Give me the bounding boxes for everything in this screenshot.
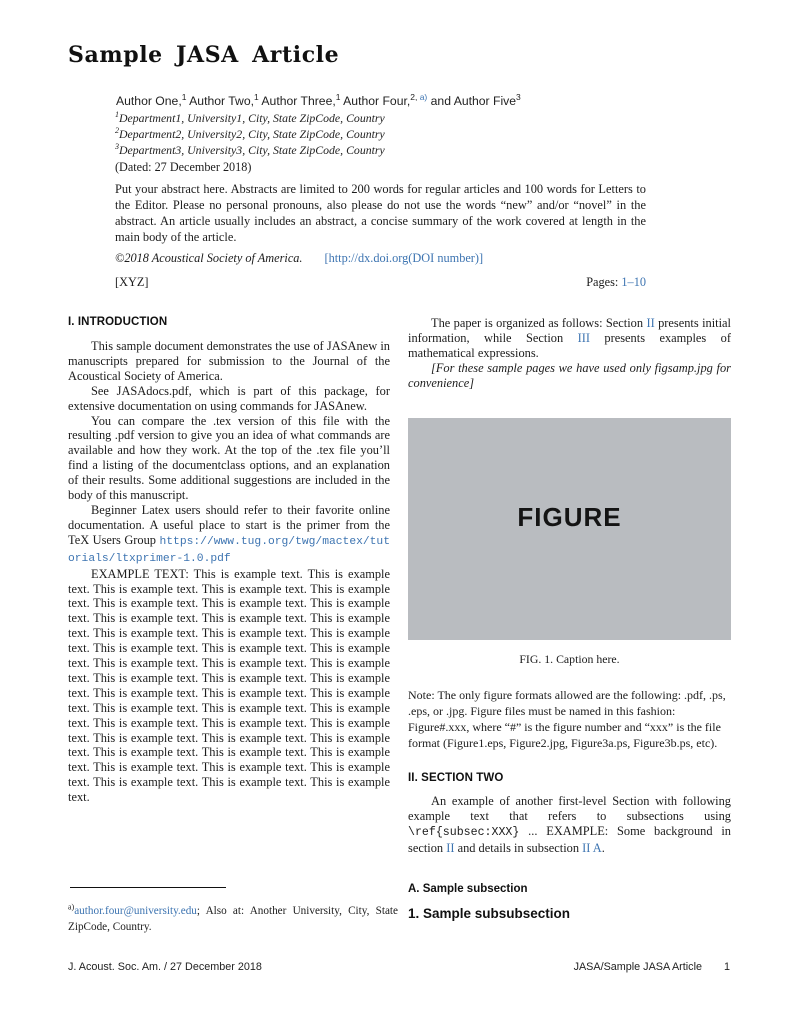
author-2-affmark: 1 [253, 91, 259, 102]
text-run: The paper is organized as follows: Section [431, 316, 647, 330]
text-run: ... EXAMPLE: Some background in section [408, 824, 731, 856]
subsection-ref-IIA[interactable]: II A [582, 841, 602, 856]
footnote-area [68, 887, 398, 935]
section-ref-II[interactable]: II [646, 316, 655, 330]
footer-journal-date: J. Acoust. Soc. Am. / 27 December 2018 [68, 961, 262, 973]
latex-ref-command: \ref{subsec:XXX} [408, 826, 520, 840]
author-3: Author Three, [258, 94, 336, 108]
author-4-affmark [410, 92, 427, 102]
figure-1 [408, 418, 731, 667]
author-5: and Author Five [427, 94, 517, 108]
text-run: presents initial information, while Section [408, 316, 731, 345]
meta-line [115, 275, 646, 290]
author-4-footnote-link[interactable]: a) [419, 91, 428, 102]
figure-placeholder-label: FIGURE [517, 502, 622, 533]
affiliation-1-text: Department1, University1, City, State ZipCode, Country [119, 111, 385, 125]
affiliations [115, 111, 385, 158]
example-text-paragraph: EXAMPLE TEXT: This is example text. This is example text. This is example text. This is example text. This is example text. This is example text. This is example text. This is example text. This is example text. This is example text. This is example text. This is example text. This is example text. This is example text. This is example text. This is example text. This is example text. This is example text. This is example text. This is example text. This is example text. This is example text. This is example text. This is example text. This is example text. This is example text. This is example text. This is example text. This is example text. This is example text. This is example text. This is example text. This is example text. This is example text. This is example text. This is example text. This is example text. This is example text. This is example text. This is example text. This is example text. This is example text. This is example text. This is example text. [68, 566, 390, 805]
subsubsection-heading: 1. Sample subsubsection [408, 905, 571, 921]
section-two-paragraph [408, 794, 731, 856]
affiliation-1 [115, 111, 385, 127]
section-heading-introduction: I. INTRODUCTION [68, 316, 168, 328]
section-ref-III[interactable]: III [577, 330, 590, 345]
figure-1-image [408, 418, 731, 640]
subsection-heading: A. Sample subsection [408, 882, 528, 895]
author-1-affmark: 1 [181, 91, 187, 102]
abstract-text: Put your abstract here. Abstracts are limited to 200 words for regular articles and 100 words for Letters to the Editor. Please no personal pronouns, also please do not use the words “new” and/or “novel” in the abstract. An article usually includes an abstract, a concise summary of the work covered at length in the main body of the article. [115, 182, 646, 244]
author-1: Author One, [116, 94, 182, 108]
affiliation-3 [115, 143, 385, 159]
text-run: . [601, 841, 605, 856]
affiliation-2-text: Department2, University2, City, State ZipCode, Country [119, 126, 385, 141]
right-column [408, 316, 731, 921]
overview-paragraph [408, 316, 731, 361]
affiliation-1-num: 1 [115, 110, 119, 120]
article-title: Sample JASA Article [68, 42, 340, 68]
intro-paragraph-1: This sample document demonstrates the use of JASAnew in manuscripts prepared for submission to the Journal of the Acoustical Society of America. [68, 339, 390, 383]
copyright-text: ©2018 Acoustical Society of America. [115, 251, 303, 265]
pages-link[interactable]: 1–10 [621, 275, 646, 289]
intro-paragraph-2: See JASAdocs.pdf, which is part of this package, for extensive documentation on using commands for JASAnew. [68, 383, 390, 413]
author-4-affnum: 2, [410, 91, 420, 102]
footnote-marker: a) [68, 902, 75, 912]
page-number: 1 [723, 961, 730, 973]
pacs-code: [XYZ] [115, 275, 149, 289]
section-ref-II-inline[interactable]: II [446, 841, 455, 856]
figure-1-caption: FIG. 1. Caption here. [519, 651, 620, 666]
author-3-affmark: 1 [335, 91, 341, 102]
tug-primer-link[interactable]: https://www.tug.org/twg/mactex/tutorials/ltxprimer-1.0.pdf [68, 535, 390, 565]
email-link[interactable]: author.four@university.edu [74, 905, 197, 917]
sample-pages-remark: [For these sample pages we have used only figsamp.jpg for convenience] [408, 360, 731, 390]
text-run: An example of another first-level Section with following example text that refers to subsections using [408, 794, 731, 824]
author-footnote [68, 904, 398, 935]
pages-field [586, 275, 646, 290]
section-heading-two: II. SECTION TWO [408, 772, 504, 785]
text-run: and details in subsection [454, 841, 583, 856]
pages-label: Pages: [586, 275, 622, 289]
footnote-rule [70, 887, 226, 888]
affiliation-3-num: 3 [115, 141, 119, 151]
affiliation-3-text: Department3, University3, City, State ZipCode, Country [119, 142, 385, 157]
footer-right-group [574, 961, 730, 973]
text-run: presents examples of mathematical expressions. [408, 330, 731, 360]
page-footer [68, 961, 730, 973]
copyright-line [115, 251, 646, 266]
intro-paragraph-3: You can compare the .tex version of this file with the resulting .pdf version to give you an idea of what commands are available and how they work. At the top of the .tex file you’ll find a listing of the documentclass options, and an explanation of their results. Some additional suggestions are included in the body of this manuscript. [68, 413, 390, 503]
figure-format-note: Note: The only figure formats allowed are the following: .pdf, .ps, .eps, or .jpg. Figure files must be named in this fashion: Figure#.xxx, where “#” is the figure number and “xxx” is the file format (Figure1.eps, Figure2.jpg, Figure3a.ps, Figure3b.ps, etc). [408, 687, 726, 751]
author-line [116, 91, 661, 108]
footer-article-id: JASA/Sample JASA Article [573, 961, 702, 973]
author-4: Author Four, [340, 94, 411, 108]
dated-line: (Dated: 27 December 2018) [115, 160, 252, 174]
footnote-text: ; Also at: Another University, City, State ZipCode, Country. [68, 905, 398, 933]
author-5-affmark: 3 [516, 91, 521, 102]
doi-link[interactable]: [http://dx.doi.org(DOI number)] [324, 251, 484, 265]
intro-paragraph-4 [68, 503, 390, 567]
author-2: Author Two, [186, 94, 254, 108]
text-run: Beginner Latex users should refer to their favorite online documentation. A useful place to start is the primer from the TeX Users Group [68, 502, 390, 547]
affiliation-2-num: 2 [115, 125, 119, 135]
affiliation-2 [115, 127, 385, 143]
left-column [68, 316, 390, 805]
